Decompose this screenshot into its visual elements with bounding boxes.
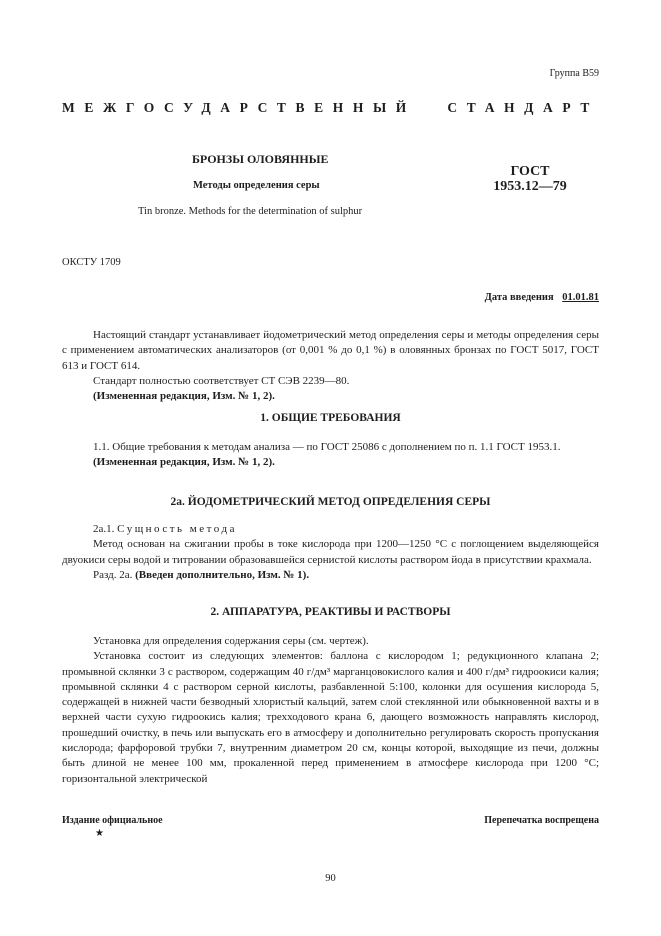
intro-conformity: Стандарт полностью соответствует СТ СЭВ 2239—80. — [93, 374, 350, 387]
section-2-paragraph-1: Установка для определения содержания серы (см. чертеж). — [93, 635, 369, 647]
section-1-paragraph: 1.1. Общие требования к методам анализа — по ГОСТ 25086 с дополнением по п. 1.1 ГОСТ 1953.1. — [93, 441, 561, 453]
section-2-heading: 2. АППАРАТУРА, РЕАКТИВЫ И РАСТВОРЫ — [210, 606, 451, 618]
document-title: БРОНЗЫ ОЛОВЯННЫЕ — [192, 152, 329, 166]
intro-block — [62, 328, 599, 404]
english-title: Tin bronze. Methods for the determination of sulphur — [138, 206, 363, 217]
reprint-prohibited: Перепечатка воспрещена — [484, 815, 599, 826]
section-2a-note — [62, 568, 599, 583]
section-2a-subheading — [62, 522, 599, 537]
section-2a-heading: 2а. ЙОДОМЕТРИЧЕСКИЙ МЕТОД ОПРЕДЕЛЕНИЯ СЕРЫ — [170, 496, 491, 508]
intro-paragraph: Настоящий стандарт устанавливает йодометрический метод определения серы и методы определения серы с применением автоматических анализаторов (от 0,001 % до 0,1 %) в оловянных бронзах по ГОСТ 5017, ГОСТ 613 и ГОСТ 614. — [62, 329, 599, 372]
gost-number: 1953.12—79 — [493, 179, 567, 194]
subsection-title: Сущность метода — [117, 523, 237, 535]
oks-code: ОКСТУ 1709 — [62, 257, 121, 268]
gost-label: ГОСТ — [510, 164, 550, 179]
effective-date — [485, 292, 599, 303]
gost-designation — [470, 164, 590, 194]
document-subtitle: Методы определения серы — [193, 180, 320, 191]
note-bold: (Введен дополнительно, Изм. № 1). — [135, 568, 310, 581]
banner-left: МЕЖГОСУДАРСТВЕННЫЙ — [62, 100, 416, 115]
date-value: 01.01.81 — [562, 292, 599, 303]
group-code: Группа В59 — [549, 68, 599, 79]
section-2a-block — [62, 522, 599, 583]
section-2a-paragraph: Метод основан на сжигании пробы в токе кислорода при 1200—1250 °С с поглощением выделяющейся двуокиси серы водой и титровании образовавшейся сернистой кислоты раствором йода в присутствии крахмала. — [62, 538, 599, 566]
intro-revision: (Измененная редакция, Изм. № 1, 2). — [93, 390, 275, 403]
standard-banner — [62, 100, 599, 116]
official-edition: Издание официальное — [62, 815, 163, 826]
date-label: Дата введения — [484, 292, 554, 303]
subsection-number: 2а.1. — [93, 523, 115, 535]
page-number: 90 — [325, 873, 336, 884]
section-1-block — [62, 440, 599, 471]
section-1-heading: 1. ОБЩИЕ ТРЕБОВАНИЯ — [260, 412, 401, 424]
note-prefix: Разд. 2а. — [93, 568, 133, 581]
section-1-revision: (Измененная редакция, Изм. № 1, 2). — [93, 456, 275, 469]
section-2-paragraph-2: Установка состоит из следующих элементов: баллона с кислородом 1; редукционного клапана 2; промывной склянки 3 с раствором, содержащим 40 г/дм³ марганцовокислого калия и 400 г/дм³ гидроокиси калия; промывной склянки 4 с раствором серной кислоты, разбавленной 5:100, колонки для осушения кислорода 5, содержащей в нижней части безводный хлористый кальций, затем слой стеклянной или обыкновенной вахты и в верхней части сухую гидроокись калия; трехходового крана 6, дающего возможность направлять кислород, прошедший очистку, в печь или выпускать его в атмосферу и дополнительно регулировать скорость пропускания кислорода; фарфоровой трубки 7, внутренним диаметром 20 см, концы которой, выходящие из печи, должны быть длиной не менее 100 мм, прокаленной перед применением в атмосфере кислорода при 1200 °С; горизонтальной электрической — [62, 650, 599, 785]
section-2-block — [62, 634, 599, 787]
star-icon: ★ — [95, 828, 104, 839]
banner-right: СТАНДАРТ — [447, 100, 599, 115]
